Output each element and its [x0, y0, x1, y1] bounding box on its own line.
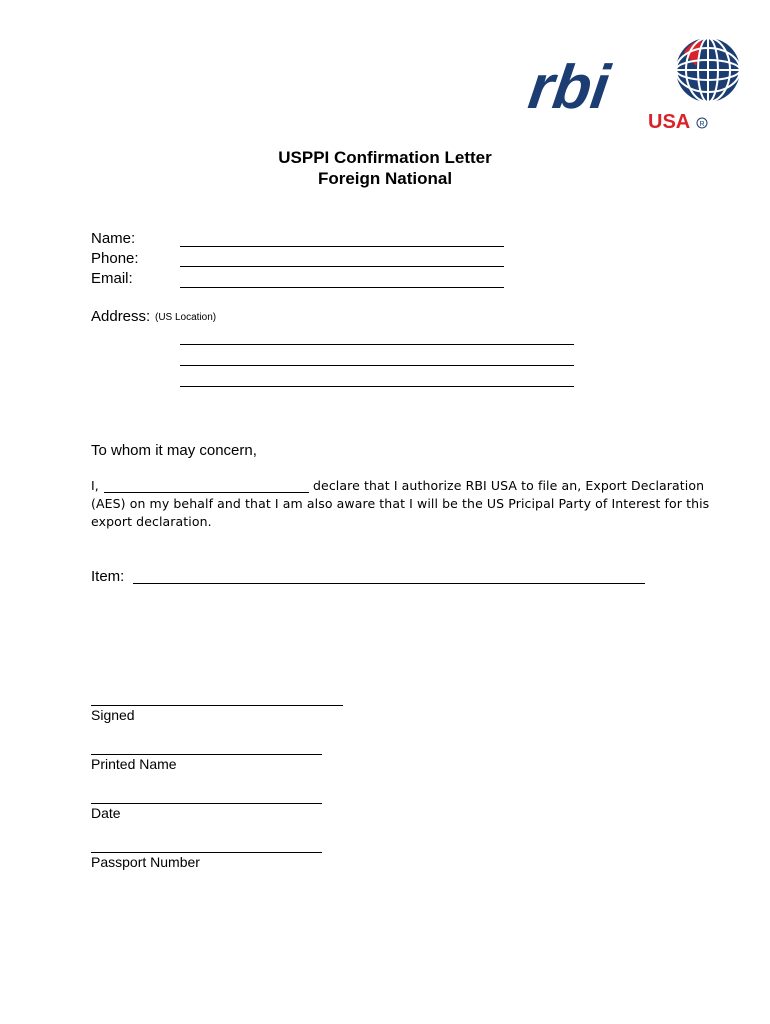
registered-mark: R — [699, 121, 705, 128]
declaration-line-2: (AES) on my behalf and that I am also aware that I will be the US Pricipal Party of Interest for this — [91, 496, 710, 511]
signature-line[interactable] — [91, 705, 343, 706]
printed-name-line[interactable] — [91, 754, 322, 755]
item-field[interactable] — [133, 583, 645, 584]
email-field[interactable] — [180, 287, 504, 288]
globe-icon — [676, 38, 740, 102]
rbi-usa-logo — [524, 26, 748, 136]
document-title: USPPI Confirmation Letter — [278, 148, 492, 167]
greeting: To whom it may concern, — [91, 442, 257, 459]
logo-usa-text: USA — [648, 111, 691, 133]
passport-number-line[interactable] — [91, 852, 322, 853]
name-field[interactable] — [180, 246, 504, 247]
address-line-3[interactable] — [180, 386, 574, 387]
date-label: Date — [91, 805, 121, 821]
address-note: (US Location) — [155, 312, 217, 323]
phone-field[interactable] — [180, 266, 504, 267]
address-line-1[interactable] — [180, 344, 574, 345]
logo-rbi-text: rbi — [524, 53, 614, 122]
phone-label: Phone: — [91, 250, 139, 267]
name-label: Name: — [91, 230, 136, 247]
passport-number-label: Passport Number — [91, 854, 200, 870]
date-line[interactable] — [91, 803, 322, 804]
signed-label: Signed — [91, 707, 135, 723]
declaration-line-1-end: declare that I authorize RBI USA to file an, Export Declaration — [313, 478, 705, 493]
declaration-line-1-start: I, — [91, 478, 99, 493]
email-label: Email: — [91, 270, 133, 287]
declaration-line-3: export declaration. — [91, 514, 212, 529]
document-subtitle: Foreign National — [317, 169, 453, 188]
address-line-2[interactable] — [180, 365, 574, 366]
address-label: Address: — [91, 308, 151, 325]
printed-name-label: Printed Name — [91, 756, 177, 772]
declarant-name-field[interactable] — [104, 492, 309, 493]
item-label: Item: — [91, 568, 125, 585]
